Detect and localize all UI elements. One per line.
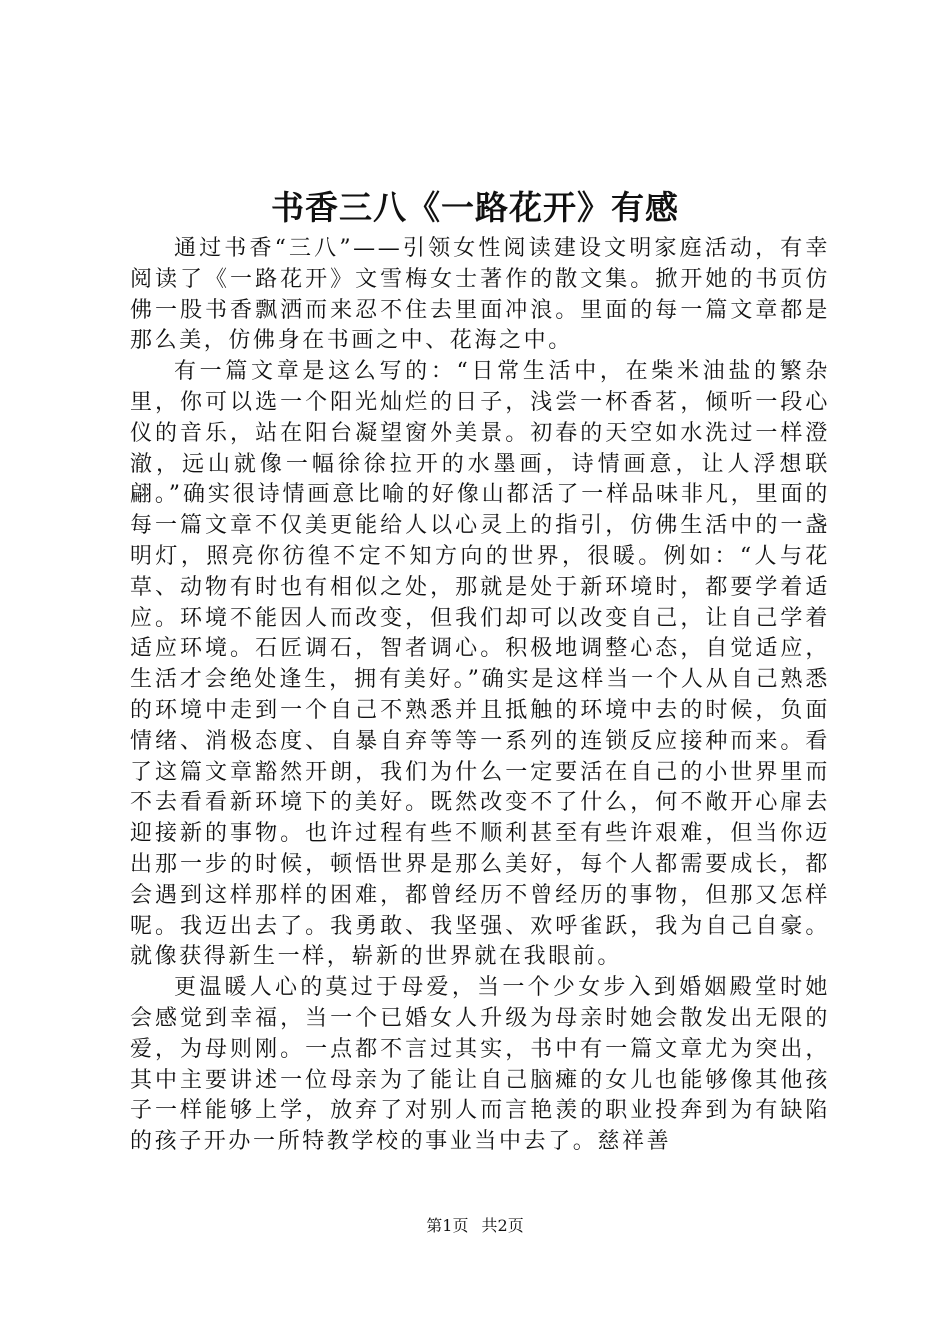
- page-total: 共2页: [481, 1216, 524, 1235]
- page-footer: [0, 1215, 950, 1237]
- paragraph-2: 有一篇文章是这么写的：“日常生活中，在柴米油盐的繁杂里，你可以选一个阳光灿烂的日子，浅尝一杯香茗，倾听一段心仪的音乐，站在阳台凝望窗外美景。初春的天空如水洗过一样澄澈，远山就像一幅徐徐拉开的水墨画，诗情画意，让人浮想联翩。”确实很诗情画意比喻的好像山都活了一样品味非凡，里面的每一篇文章不仅美更能给人以心灵上的指引，仿佛生活中的一盏明灯，照亮你彷徨不定不知方向的世界，很暖。例如：“人与花草、动物有时也有相似之处，那就是处于新环境时，都要学着适应。环境不能因人而改变，但我们却可以改变自己，让自己学着适应环境。石匠调石，智者调心。积极地调整心态，自觉适应，生活才会绝处逢生，拥有美好。”确实是这样当一个人从自己熟悉的环境中走到一个自己不熟悉并且抵触的环境中去的时候，负面情绪、消极态度、自暴自弃等等一系列的连锁反应接种而来。看了这篇文章豁然开朗，我们为什么一定要活在自己的小世界里而不去看看新环境下的美好。既然改变不了什么，何不敞开心扉去迎接新的事物。也许过程有些不顺利甚至有些许艰难，但当你迈出那一步的时候，顿悟世界是那么美好，每个人都需要成长，都会遇到这样那样的困难，都曾经历不曾经历的事物，但那又怎样呢。我迈出去了。我勇敢、我坚强、欢呼雀跃，我为自己自豪。就像获得新生一样，崭新的世界就在我眼前。: [130, 359, 830, 970]
- document-title: 书香三八《一路花开》有感: [271, 188, 679, 227]
- document-body: [130, 234, 830, 1158]
- paragraph-1: 通过书香“三八”——引领女性阅读建设文明家庭活动，有幸阅读了《一路花开》文雪梅女士著作的散文集。掀开她的书页仿佛一股书香飘洒而来忍不住去里面冲浪。里面的每一篇文章都是那么美，仿佛身在书画之中、花海之中。: [130, 236, 830, 354]
- page-number: 第1页: [426, 1216, 469, 1235]
- paragraph-3: 更温暖人心的莫过于母爱，当一个少女步入到婚姻殿堂时她会感觉到幸福，当一个已婚女人升级为母亲时她会散发出无限的爱，为母则刚。一点都不言过其实，书中有一篇文章尤为突出，其中主要讲述一位母亲为了能让自己脑瘫的女儿也能够像其他孩子一样能够上学，放弃了对别人而言艳羡的职业投奔到为有缺陷的孩子开办一所特教学校的事业当中去了。慈祥善: [130, 975, 830, 1155]
